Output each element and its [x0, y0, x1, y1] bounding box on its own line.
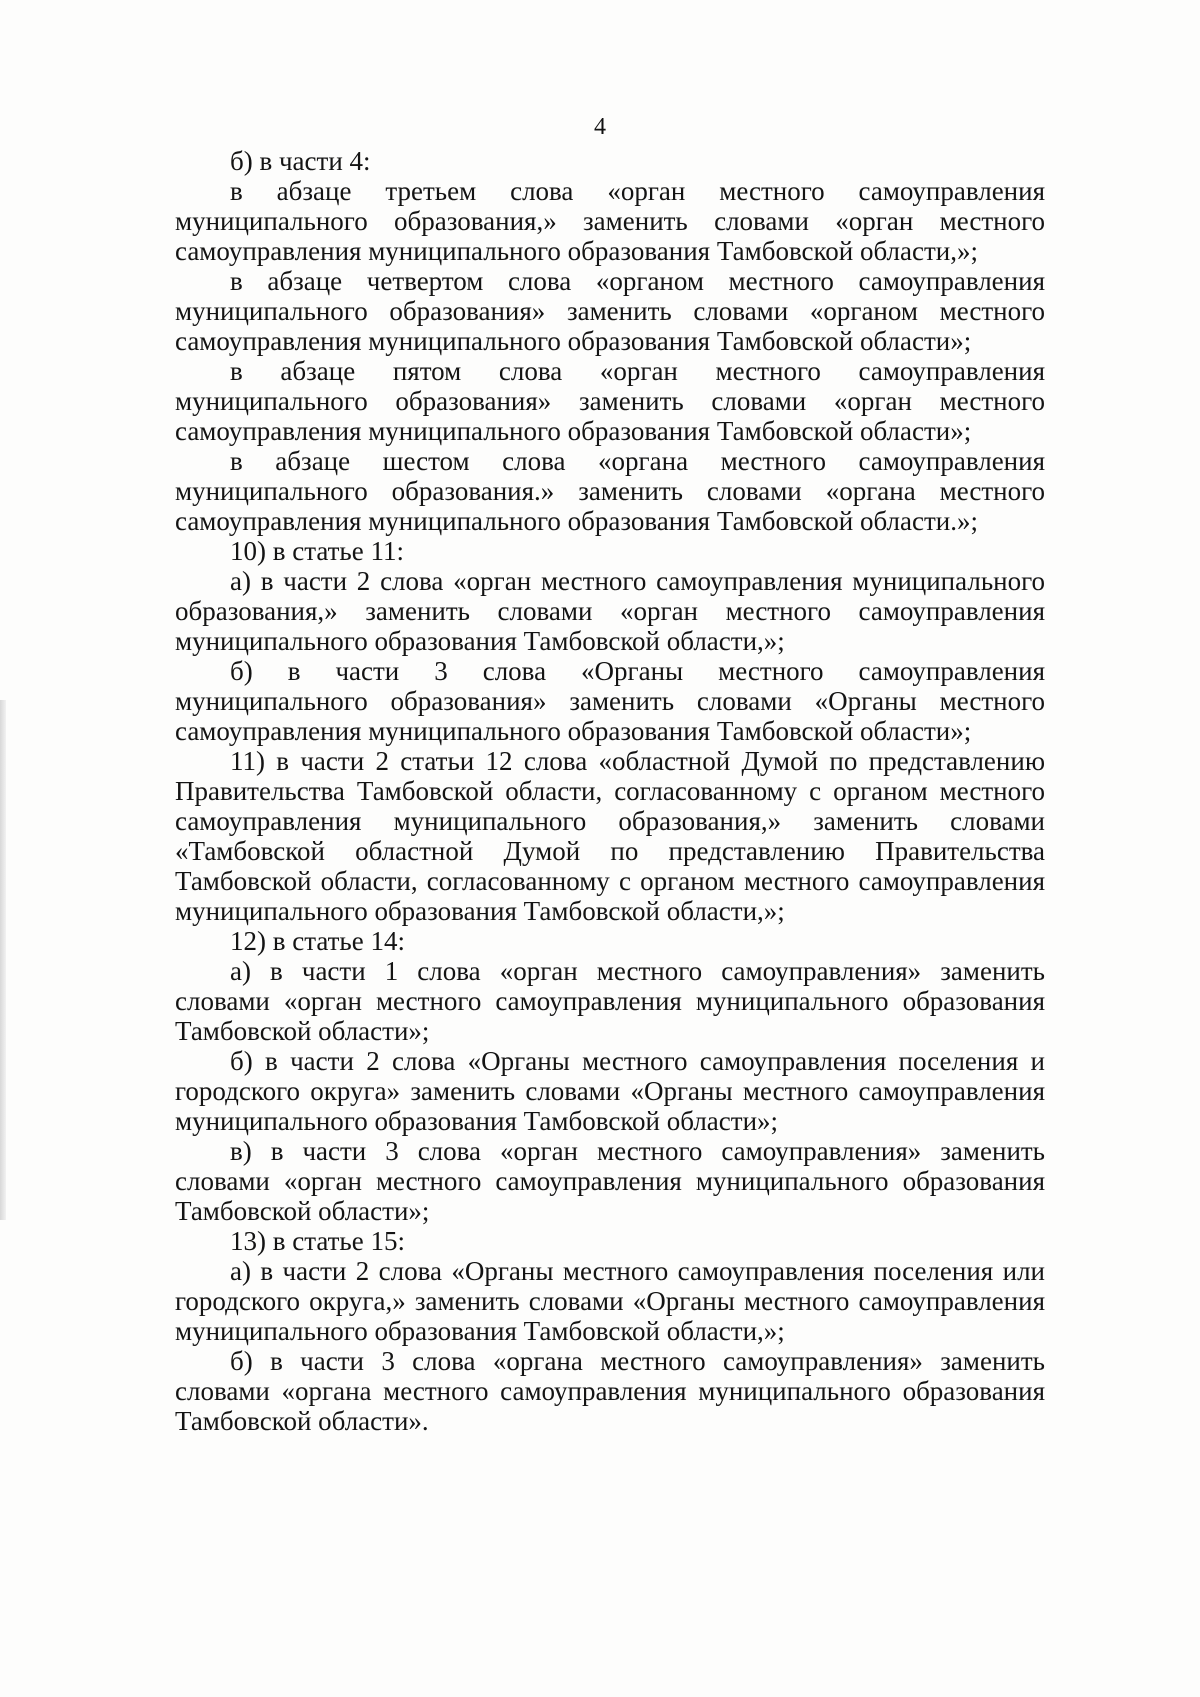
- paragraph: б) в части 3 слова «Органы местного самоуправления муниципального образования» заменить словами «Органы местного самоуправления муниципального образования Тамбовской области»;: [175, 656, 1045, 746]
- paragraph: в абзаце четвертом слова «органом местного самоуправления муниципального образования» заменить словами «органом местного самоуправления муниципального образования Тамбовской области»;: [175, 266, 1045, 356]
- paragraph: а) в части 2 слова «орган местного самоуправления муниципального образования,» заменить словами «орган местного самоуправления муниципального образования Тамбовской области,»;: [175, 566, 1045, 656]
- paragraph: б) в части 4:: [230, 146, 371, 176]
- scan-edge-shadow: [0, 700, 6, 1220]
- paragraph: в абзаце шестом слова «органа местного самоуправления муниципального образования.» заменить словами «органа местного самоуправления муниципального образования Тамбовской области.»;: [175, 446, 1045, 536]
- paragraph: в) в части 3 слова «орган местного самоуправления» заменить словами «орган местного самоуправления муниципального образования Тамбовской области»;: [175, 1136, 1045, 1226]
- paragraph: 13) в статье 15:: [230, 1226, 405, 1256]
- paragraph: 11) в части 2 статьи 12 слова «областной Думой по представлению Правительства Тамбовской области, согласованному с органом местного самоуправления муниципального образования,» заменить словами «Тамбовской областной Думой по представлению Правительства Тамбовской области, согласованному с органом местного самоуправления муниципального образования Тамбовской области,»;: [175, 746, 1045, 926]
- paragraph: 10) в статье 11:: [230, 536, 404, 566]
- paragraph: 12) в статье 14:: [230, 926, 405, 956]
- paragraph: а) в части 1 слова «орган местного самоуправления» заменить словами «орган местного самоуправления муниципального образования Тамбовской области»;: [175, 956, 1045, 1046]
- paragraph: б) в части 2 слова «Органы местного самоуправления поселения и городского округа» заменить словами «Органы местного самоуправления муниципального образования Тамбовской области»;: [175, 1046, 1045, 1136]
- document-body: [175, 146, 1045, 1436]
- paragraph: б) в части 3 слова «органа местного самоуправления» заменить словами «органа местного самоуправления муниципального образования Тамбовской области».: [175, 1346, 1045, 1436]
- paragraph: в абзаце пятом слова «орган местного самоуправления муниципального образования» заменить словами «орган местного самоуправления муниципального образования Тамбовской области»;: [175, 356, 1045, 446]
- page-number: 4: [594, 114, 606, 140]
- paragraph: а) в части 2 слова «Органы местного самоуправления поселения или городского округа,» заменить словами «Органы местного самоуправления муниципального образования Тамбовской области,»;: [175, 1256, 1045, 1346]
- paragraph: в абзаце третьем слова «орган местного самоуправления муниципального образования,» заменить словами «орган местного самоуправления муниципального образования Тамбовской области,»;: [175, 176, 1045, 266]
